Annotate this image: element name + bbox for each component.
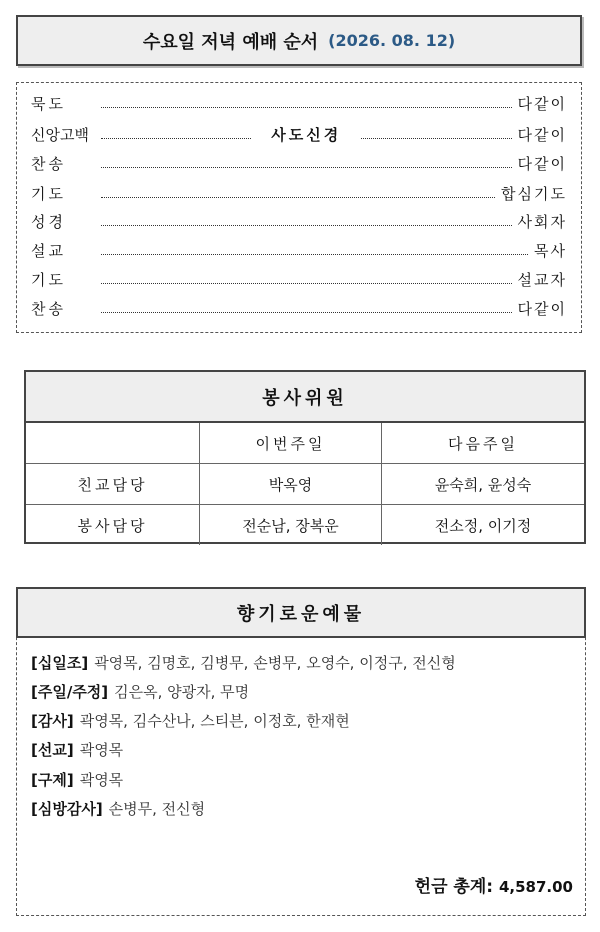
dot-leader <box>101 138 251 139</box>
offering-names: 곽영목 <box>79 741 124 759</box>
order-row <box>31 296 567 320</box>
column-header: 이번주일 <box>200 423 382 464</box>
order-item: 묵도 <box>31 94 66 113</box>
column-header <box>26 423 200 464</box>
service-title: 봉사위원 <box>26 372 584 423</box>
next-week-cell: 윤숙희, 윤성숙 <box>382 464 585 505</box>
order-item: 찬송 <box>31 154 66 173</box>
table-row <box>26 464 584 505</box>
order-row <box>31 238 567 262</box>
order-row <box>31 122 567 146</box>
dot-leader <box>101 107 512 108</box>
order-who: 다같이 <box>517 154 567 173</box>
order-item: 찬송 <box>31 299 66 318</box>
order-item: 신앙고백 <box>31 125 89 144</box>
order-who: 다같이 <box>517 94 567 113</box>
offering-row <box>31 769 123 790</box>
page-title <box>16 15 582 66</box>
order-item: 성경 <box>31 212 66 231</box>
offering-row <box>31 710 350 731</box>
total-label: 헌금 총계: <box>414 877 494 897</box>
table-row <box>26 505 584 546</box>
offering-row <box>31 798 205 819</box>
offering-total <box>415 872 573 897</box>
role-cell: 친교담당 <box>26 464 200 505</box>
table-header-row <box>26 423 584 464</box>
dot-leader <box>101 197 495 198</box>
offering-category: [주일/주정] <box>31 683 109 701</box>
next-week-cell: 전소정, 이기정 <box>434 516 532 535</box>
offering-names: 손병무, 전신형 <box>108 800 206 818</box>
title-date: (2026. 08. 12) <box>328 31 456 50</box>
order-who: 다같이 <box>517 299 567 318</box>
this-week-cell: 전순남, 장복운 <box>200 505 382 546</box>
order-row <box>31 267 567 291</box>
service-table <box>26 423 584 545</box>
dot-leader <box>101 225 512 226</box>
order-who: 설교자 <box>517 270 567 289</box>
total-amount: 4,587.00 <box>498 878 573 896</box>
order-item: 기도 <box>31 184 66 203</box>
offering-category: [감사] <box>31 712 74 730</box>
offering-row <box>31 681 249 702</box>
offering-category: [심방감사] <box>31 800 103 818</box>
dot-leader <box>361 138 511 139</box>
order-row <box>31 181 567 205</box>
offering-title: 향기로운예물 <box>16 587 586 638</box>
order-mid: 사도신경 <box>271 125 342 144</box>
order-row <box>31 91 567 115</box>
offering-names: 김은옥, 양광자, 무명 <box>114 683 250 701</box>
order-who: 사회자 <box>517 212 567 231</box>
title-text: 수요일 저녁 예배 순서 <box>142 31 319 53</box>
this-week-cell: 박옥영 <box>200 464 382 505</box>
order-row <box>31 209 567 233</box>
offering-row <box>31 652 456 673</box>
offering-category: [십일조] <box>31 654 89 672</box>
order-who: 목사 <box>534 241 567 260</box>
order-row <box>31 151 567 175</box>
dot-leader <box>101 283 512 284</box>
offering-names: 곽영목 <box>79 771 124 789</box>
order-item: 설교 <box>31 241 66 260</box>
service-committee <box>24 370 586 544</box>
offering-names: 곽영목, 김명호, 김병무, 손병무, 오영수, 이정구, 전신형 <box>94 654 456 672</box>
offering-category: [선교] <box>31 741 74 759</box>
dot-leader <box>101 312 512 313</box>
order-who: 다같이 <box>517 125 568 144</box>
order-who: 합심기도 <box>501 184 567 203</box>
offering-row <box>31 739 123 760</box>
dot-leader <box>101 254 528 255</box>
worship-order <box>16 82 582 333</box>
role-cell: 봉사담당 <box>26 505 200 546</box>
order-item: 기도 <box>31 270 66 289</box>
offering-section <box>16 587 586 916</box>
dot-leader <box>101 167 512 168</box>
offering-category: [구제] <box>31 771 74 789</box>
column-header: 다음주일 <box>382 423 585 464</box>
offering-names: 곽영목, 김수산나, 스티븐, 이정호, 한재현 <box>79 712 350 730</box>
